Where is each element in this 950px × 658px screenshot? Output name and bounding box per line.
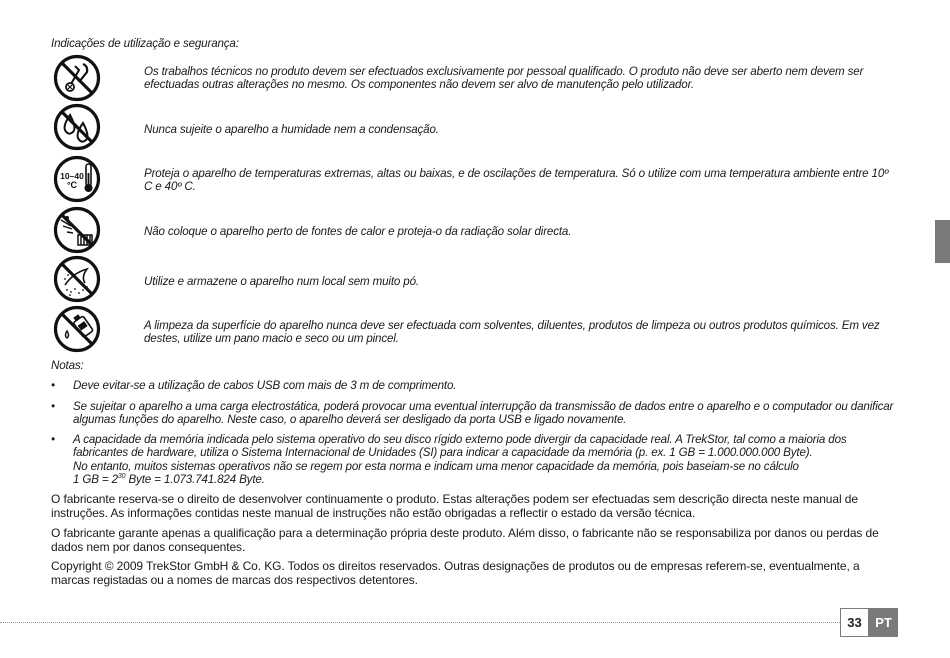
note-text: Se sujeitar o aparelho a uma carga electrostática, poderá provocar uma eventual interrupção da transmissão de dados entre o aparelho e o computador ou danificar algumas funções do aparelho. Neste caso, o aparelho deverá ser desligado da porta USB e ligado novamente. <box>73 400 894 427</box>
notes-heading: Notas: <box>51 359 84 372</box>
note-text <box>73 433 903 487</box>
no-solvent-icon <box>53 305 101 353</box>
safety-heading: Indicações de utilização e segurança: <box>51 37 239 50</box>
no-moisture-icon <box>53 103 101 151</box>
temperature-range-label: 10–40 <box>60 171 84 181</box>
paragraph-product-development: O fabricante reserva-se o direito de desenvolver continuamente o produto. Estas alterações podem ser efectuadas sem descrição directa neste manual de instruções. As informações contidas neste manual de instruções não estão obrigadas a reflectir o estado da versão técnica. <box>51 492 858 520</box>
no-dust-icon <box>53 255 101 303</box>
page-number: 33 <box>840 608 869 637</box>
capacity-exponent: 30 <box>117 473 126 481</box>
safety-text: Os trabalhos técnicos no produto devem ser efectuados exclusivamente por pessoal qualificado. O produto não deve ser aberto nem devem ser efectuadas outras alterações no mesmo. Os componentes não devem ser alvo de manutenção pelo utilizador. <box>144 65 864 92</box>
capacity-formula-part-2: Byte = 1.073.741.824 Byte. <box>125 473 265 487</box>
bullet: • <box>51 433 55 446</box>
note-text: Deve evitar-se a utilização de cabos USB com mais de 3 m de comprimento. <box>73 379 457 392</box>
footer-dotted-rule <box>0 622 840 623</box>
safety-text: Proteja o aparelho de temperaturas extremas, altas ou baixas, e de oscilações de temperatura. Só o utilize com uma temperatura ambiente entre 10º C e 40º C. <box>144 167 889 194</box>
paragraph-copyright: Copyright © 2009 TrekStor GmbH & Co. KG. Todos os direitos reservados. Outras designações de produtos ou de empresas referem-se, eventualmente, a marcas registadas ou a nomes de marcas dos respectivos detentores. <box>51 559 860 587</box>
paragraph-liability: O fabricante garante apenas a qualificação para a determinação própria deste produto. Além disso, o fabricante não se responsabiliza por danos ou perdas de dados nem por danos consequentes. <box>51 526 879 554</box>
section-side-tab <box>935 220 950 263</box>
no-tools-icon <box>53 54 101 102</box>
bullet: • <box>51 400 55 413</box>
note-capacity-line-1: A capacidade da memória indicada pelo sistema operativo do seu disco rígido externo pode divergir da capacidade real. A TrekStor, tal como a maioria dos fabricantes de hardware, utiliza o Sistema Internacional de Unidades (SI) para indicar a capacidade da memória (p. ex. 1 GB = 1.000.000.000 Byte). <box>73 433 847 460</box>
temperature-icon <box>53 155 101 203</box>
safety-text: Utilize e armazene o aparelho num local sem muito pó. <box>144 275 419 288</box>
safety-text: Não coloque o aparelho perto de fontes de calor e proteja-o da radiação solar directa. <box>144 225 572 238</box>
note-capacity-line-3 <box>73 473 903 486</box>
no-heat-sun-icon <box>53 206 101 254</box>
safety-text: Nunca sujeite o aparelho a humidade nem a condensação. <box>144 123 439 136</box>
temperature-unit-label: °C <box>66 180 78 190</box>
bullet: • <box>51 379 55 392</box>
language-tab: PT <box>869 608 898 637</box>
safety-text: A limpeza da superfície do aparelho nunca deve ser efectuada com solventes, diluentes, produtos de limpeza ou outros produtos químicos. Em vez destes, utilize um pano macio e seco ou um pincel. <box>144 319 880 346</box>
capacity-formula-part-1: 1 GB = 2 <box>73 473 118 487</box>
note-capacity-line-2: No entanto, muitos sistemas operativos não se regem por esta norma e indicam uma menor capacidade da memória, pois baseiam-se no cálculo <box>73 459 799 473</box>
